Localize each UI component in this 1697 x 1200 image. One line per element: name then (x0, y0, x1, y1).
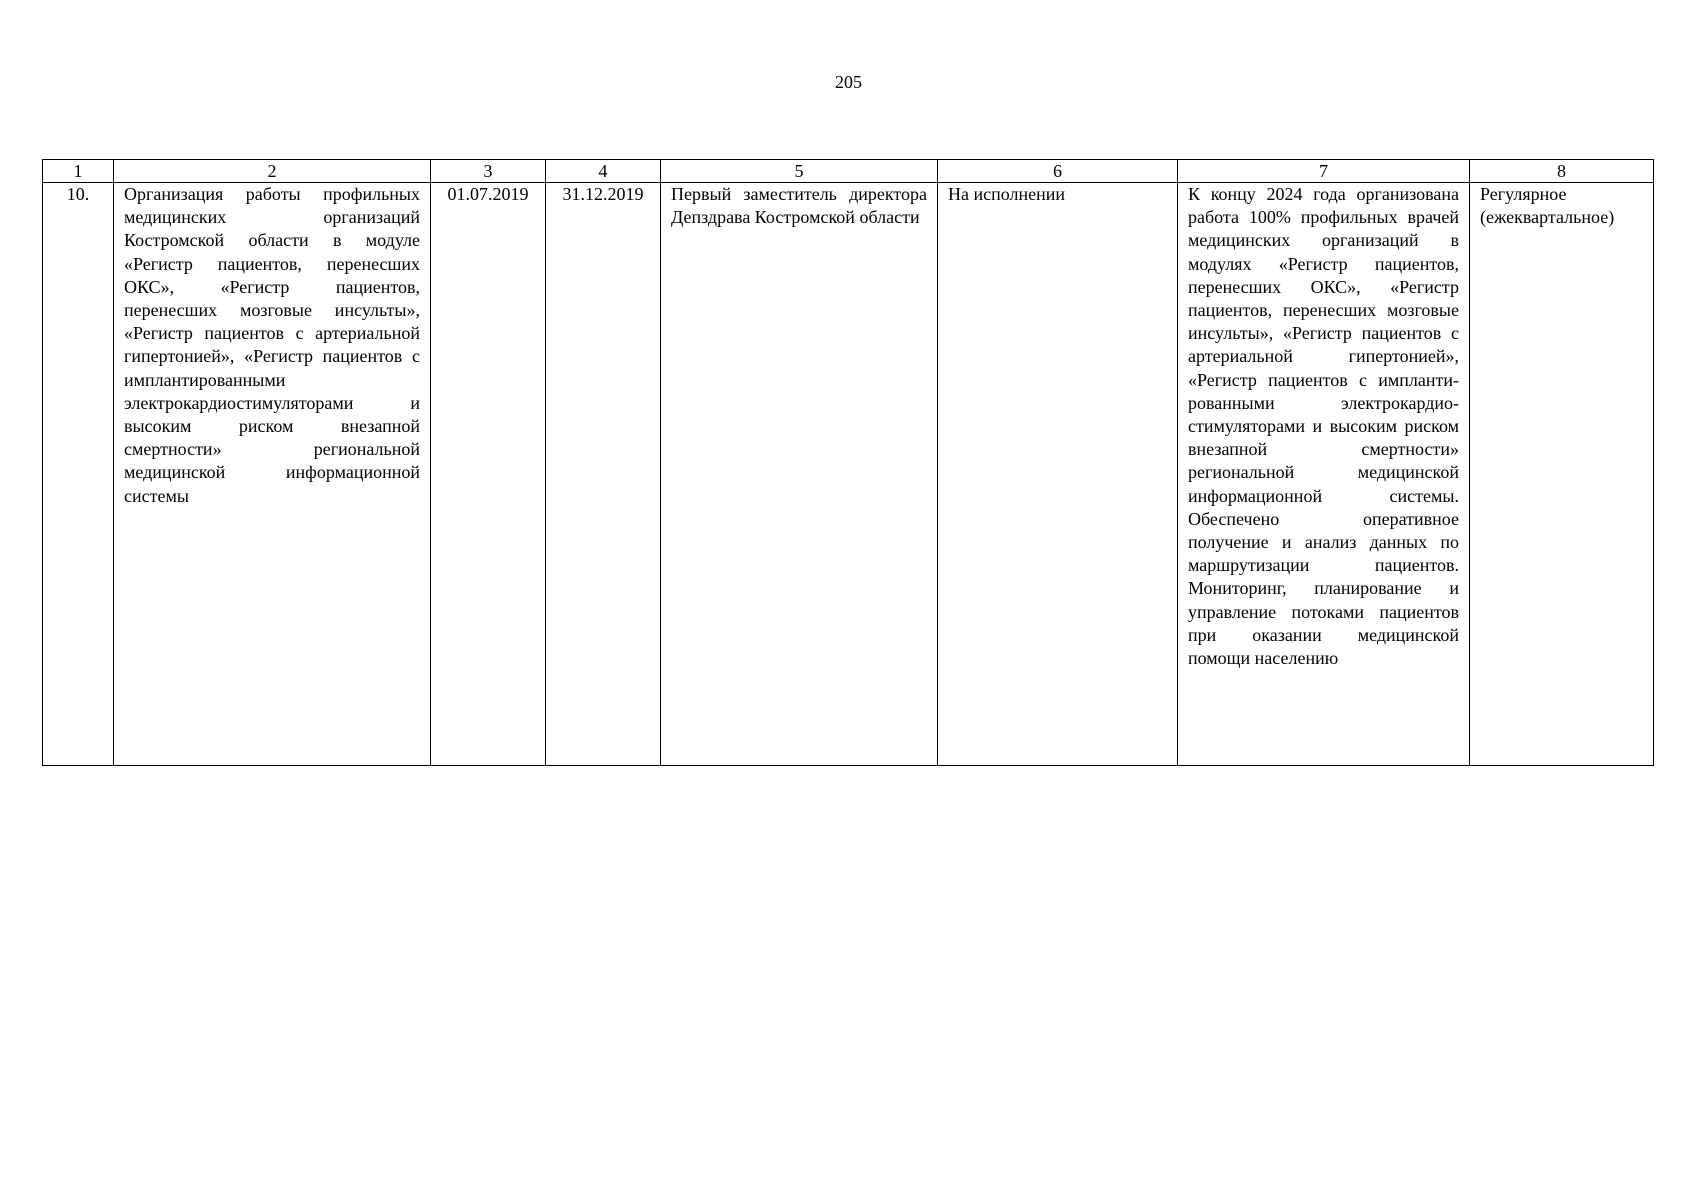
activity-name: Организация работы профильных медицинских организаций Костромской области в модуле «Регистр пациентов, перенесших ОКС», «Регистр пациентов, перенесших мозговые инсульты», «Регистр пациентов с артериальной гипертонией», «Регистр пациентов с имплантированными электрокардиостимуляторами и высоким риском внезапной смертности» региональной медицинской информационной системы (114, 183, 431, 766)
status: На исполнении (938, 183, 1178, 766)
header-col-5: 5 (661, 160, 938, 183)
plan-table (42, 159, 1654, 766)
start-date: 01.07.2019 (431, 183, 546, 766)
periodicity: Регулярное (ежеквартальное) (1470, 183, 1654, 766)
result: К концу 2024 года организована работа 100% профильных врачей медицинских организаций в модулях «Регистр пациентов, перенесших ОКС», «Регистр пациентов, перенесших мозговые инсульты», «Регистр пациентов с артериальной гипертонией», «Регистр пациентов с импланти-рованными электрокардио-стимуляторами и высоким риском внезапной смертности» региональной медицинской информационной системы. Обеспечено оперативное получение и анализ данных по маршрутизации пациентов. Мониторинг, планирование и управление потоками пациентов при оказании медицинской помощи населению (1178, 183, 1470, 766)
page-number: 205 (835, 72, 862, 92)
header-col-4: 4 (546, 160, 661, 183)
header-row (43, 160, 1654, 183)
header-col-6: 6 (938, 160, 1178, 183)
header-col-3: 3 (431, 160, 546, 183)
header-col-7: 7 (1178, 160, 1470, 183)
responsible: Первый заместитель директора Депздрава Костромской области (661, 183, 938, 766)
row-number: 10. (43, 183, 114, 766)
header-col-8: 8 (1470, 160, 1654, 183)
end-date: 31.12.2019 (546, 183, 661, 766)
header-col-1: 1 (43, 160, 114, 183)
table-row (43, 183, 1654, 766)
header-col-2: 2 (114, 160, 431, 183)
